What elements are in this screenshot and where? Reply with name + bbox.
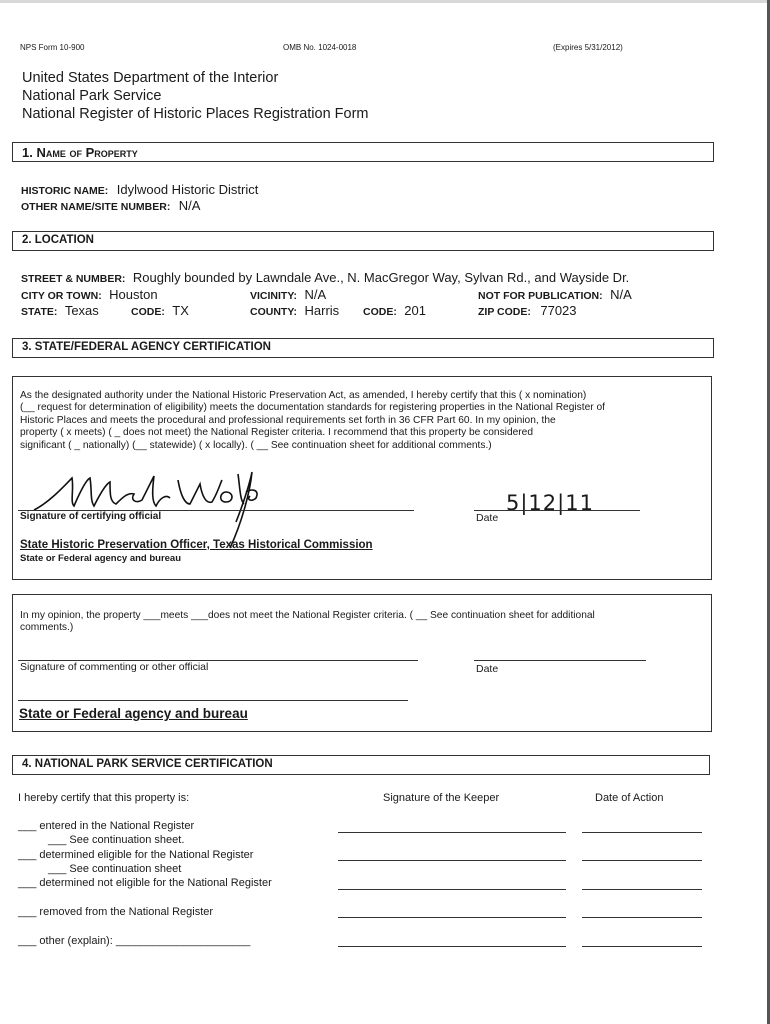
certifying-signature-label: Signature of certifying official: [20, 511, 162, 522]
city-label: CITY OR TOWN:: [21, 290, 102, 302]
state-code-label: CODE:: [131, 306, 165, 318]
cert-line-2: (__ request for determination of eligibility) meets the documentation standards for registering properties in the National Register of: [20, 402, 605, 414]
agency-service: National Park Service: [22, 88, 162, 104]
section-1-title: 1. Name of Property: [22, 145, 138, 160]
date-of-action-header: Date of Action: [595, 792, 664, 804]
omb-number: OMB No. 1024-0018: [283, 43, 357, 52]
street-value: Roughly bounded by Lawndale Ave., N. MacGregor Way, Sylvan Rd., and Wayside Dr.: [132, 270, 630, 285]
section-3-title: 3. STATE/FEDERAL AGENCY CERTIFICATION: [22, 341, 271, 353]
form-number: NPS Form 10-900: [20, 43, 85, 52]
county-code-label: CODE:: [363, 306, 397, 318]
city-value: Houston: [109, 287, 158, 302]
agency-line-2: [18, 700, 408, 701]
page-top-edge: [0, 0, 770, 3]
opinion-line-2: comments.): [20, 622, 74, 634]
certification-statement: [20, 390, 700, 452]
section-4-title: 4. NATIONAL PARK SERVICE CERTIFICATION: [22, 758, 273, 770]
cert-line-4: property ( x meets) ( _ does not meet) the National Register criteria. I recommend that this property be considered: [20, 427, 534, 439]
action-line-2: [582, 860, 702, 861]
certifying-date-value: 5|12|11: [506, 491, 594, 515]
action-line-1: [582, 832, 702, 833]
county-value: Harris: [304, 303, 340, 318]
historic-name-label: HISTORIC NAME:: [21, 185, 109, 197]
opinion-statement: [20, 610, 700, 635]
action-line-5: [582, 946, 702, 947]
status-entered: ___ entered in the National Register: [18, 820, 195, 832]
section-2-title: 2. LOCATION: [22, 234, 94, 246]
zip-label: ZIP CODE:: [478, 306, 531, 318]
county-field: [250, 302, 339, 320]
status-entered-continuation: ___ See continuation sheet.: [48, 834, 185, 846]
form-title: National Register of Historic Places Registration Form: [22, 106, 369, 122]
state-label: STATE:: [21, 306, 58, 318]
keeper-line-3: [338, 889, 566, 890]
state-field: [21, 302, 99, 320]
action-line-3: [582, 889, 702, 890]
street-label: STREET & NUMBER:: [21, 273, 126, 285]
commenting-date-line: [474, 660, 646, 661]
status-eligible-continuation: ___ See continuation sheet: [48, 863, 182, 875]
keeper-line-1: [338, 832, 566, 833]
state-code-value: TX: [172, 303, 189, 318]
keeper-line-2: [338, 860, 566, 861]
section-3-header: [12, 338, 714, 358]
keeper-signature-header: Signature of the Keeper: [383, 792, 500, 804]
state-code-field: [131, 302, 189, 320]
section-2-header: [12, 231, 714, 251]
county-label: COUNTY:: [250, 306, 298, 318]
zip-value: 77023: [540, 303, 577, 318]
zip-field: [478, 302, 577, 320]
status-not-eligible: ___ determined not eligible for the National Register: [18, 877, 272, 889]
certifying-date-label: Date: [476, 512, 499, 524]
vicinity-label: VICINITY:: [250, 290, 298, 302]
status-eligible: ___ determined eligible for the National Register: [18, 849, 254, 861]
county-code-value: 201: [404, 303, 426, 318]
county-code-field: [363, 302, 426, 320]
cert-line-5: significant ( _ nationally) (__ statewide) ( x locally). ( __ See continuation sheet for additional comments.): [20, 439, 492, 451]
vicinity-value: N/A: [304, 287, 327, 302]
historic-name-value: Idylwood Historic District: [116, 182, 259, 197]
nfp-value: N/A: [610, 287, 632, 302]
state-value: Texas: [64, 303, 99, 318]
street-row: [21, 269, 629, 287]
cert-line-1: As the designated authority under the National Historic Preservation Act, as amended, I hereby certify that this ( x nomination): [20, 390, 587, 401]
nps-intro: I hereby certify that this property is:: [18, 792, 190, 804]
keeper-line-5: [338, 946, 566, 947]
agency-bureau-label-2: State or Federal agency and bureau: [19, 706, 248, 721]
section-1-header: [12, 142, 714, 162]
cert-line-3: Historic Places and meets the procedural and professional requirements set forth in 36 CFR Part 60. In my opinion, the: [20, 414, 556, 426]
commenting-date-label: Date: [476, 663, 499, 675]
agency-department: United States Department of the Interior: [22, 70, 279, 86]
other-name-value: N/A: [178, 198, 201, 213]
status-other: ___ other (explain): ______________________: [18, 935, 251, 947]
status-removed: ___ removed from the National Register: [18, 906, 214, 918]
section-4-header: [12, 755, 710, 775]
official-title: State Historic Preservation Officer, Texas Historical Commission: [20, 539, 373, 551]
other-name-label: OTHER NAME/SITE NUMBER:: [21, 201, 171, 213]
certifying-date-line: [474, 510, 640, 511]
other-name-row: [21, 197, 200, 215]
opinion-line-1: In my opinion, the property ___meets ___does not meet the National Register criteria. ( __ See continuation sheet for additional: [20, 610, 595, 621]
nfp-label: NOT FOR PUBLICATION:: [478, 290, 603, 302]
expiration-date: (Expires 5/31/2012): [553, 43, 623, 52]
commenting-signature-label: Signature of commenting or other official: [20, 661, 209, 673]
keeper-line-4: [338, 917, 566, 918]
agency-bureau-label: State or Federal agency and bureau: [20, 553, 182, 564]
action-line-4: [582, 917, 702, 918]
